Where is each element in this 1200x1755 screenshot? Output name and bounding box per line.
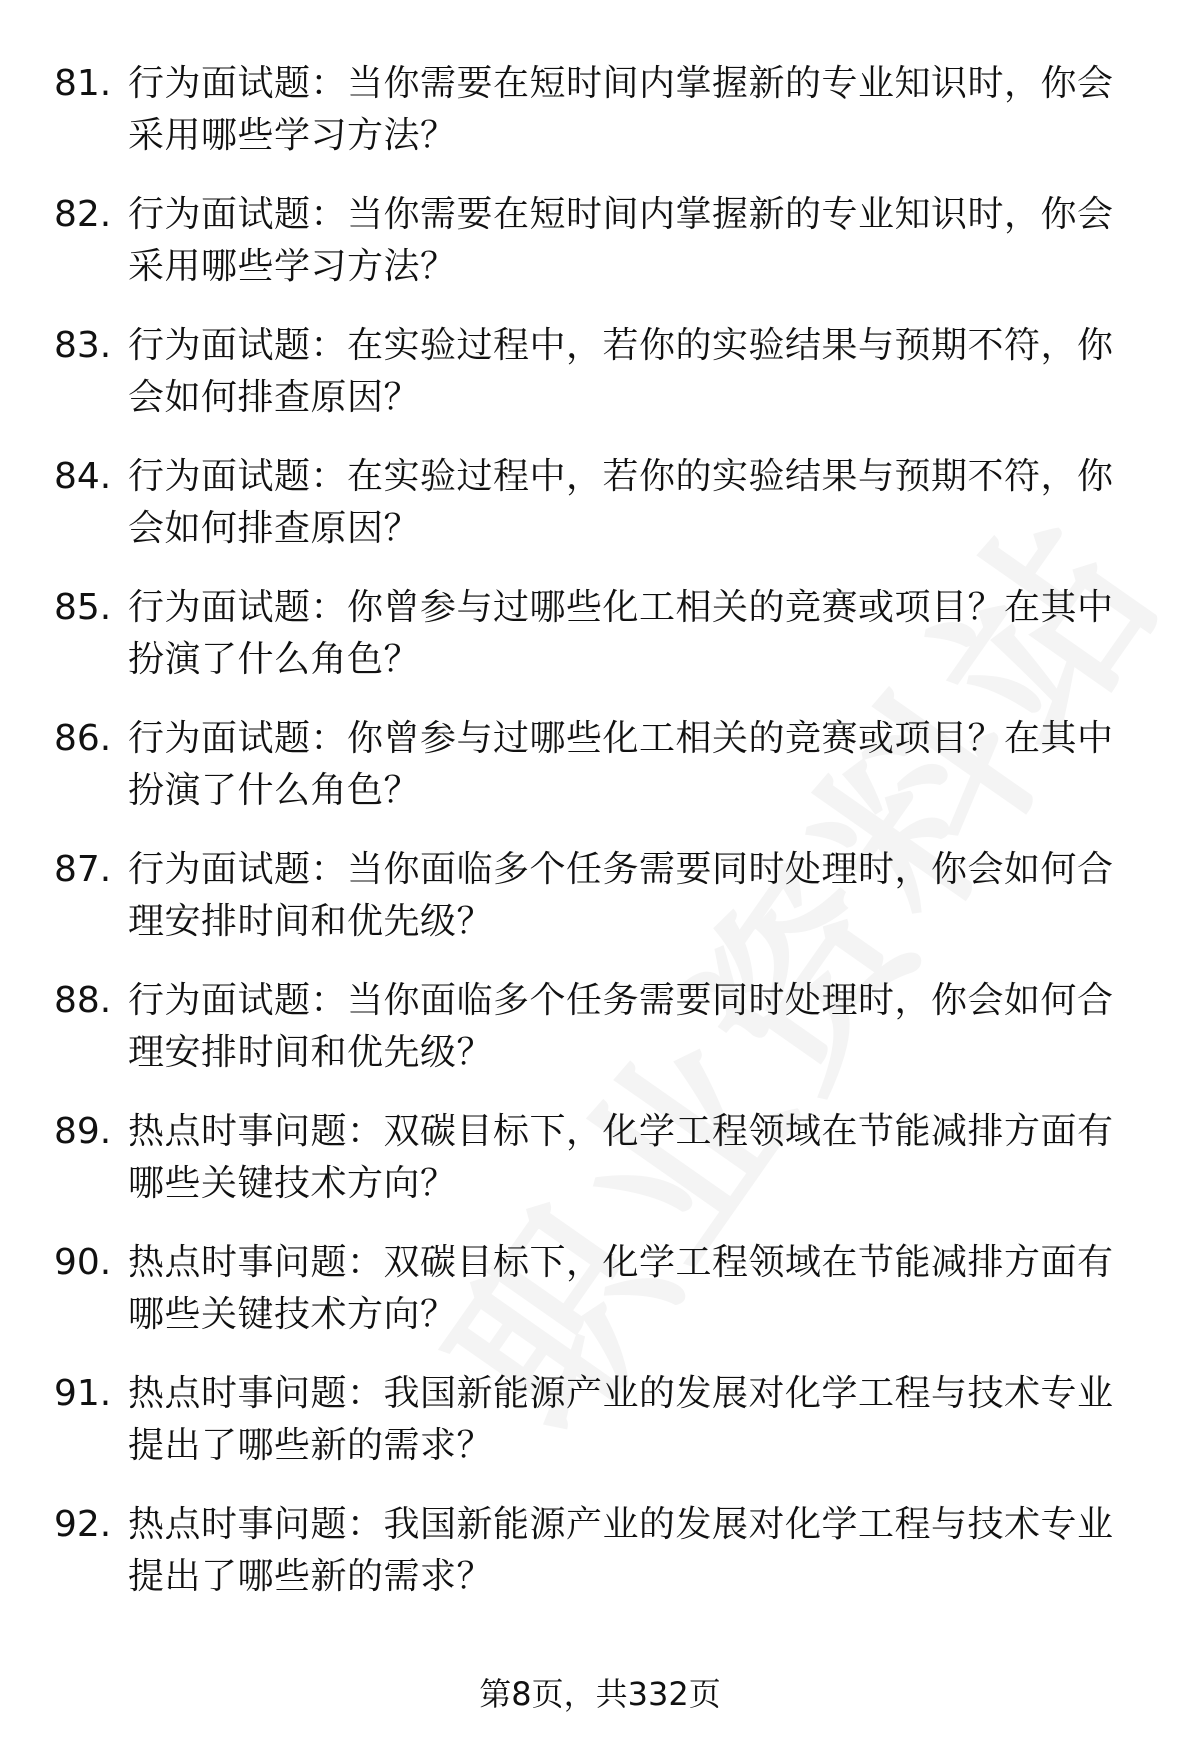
question-number: 87. xyxy=(54,849,112,890)
question-text: 行为面试题：在实验过程中，若你的实验结果与预期不符，你会如何排查原因？ xyxy=(128,325,1114,418)
question-number: 90. xyxy=(54,1242,112,1283)
question-number: 86. xyxy=(54,718,112,759)
question-item xyxy=(54,1237,1144,1368)
question-number: 88. xyxy=(54,980,112,1021)
question-item xyxy=(54,189,1144,320)
question-text: 行为面试题：当你需要在短时间内掌握新的专业知识时，你会采用哪些学习方法？ xyxy=(128,194,1114,287)
question-number: 89. xyxy=(54,1111,112,1152)
page-number-label: 第8页，共332页 xyxy=(479,1675,721,1713)
question-number: 84. xyxy=(54,456,112,497)
question-number: 81. xyxy=(54,63,112,104)
question-number: 91. xyxy=(54,1373,112,1414)
question-text: 行为面试题：当你面临多个任务需要同时处理时，你会如何合理安排时间和优先级？ xyxy=(128,980,1114,1073)
question-item xyxy=(54,451,1144,582)
question-item xyxy=(54,1368,1144,1499)
question-item xyxy=(54,1499,1144,1630)
question-text: 行为面试题：你曾参与过哪些化工相关的竞赛或项目？在其中扮演了什么角色？ xyxy=(128,718,1114,811)
question-item xyxy=(54,713,1144,844)
question-list xyxy=(54,58,1144,1630)
question-number: 85. xyxy=(54,587,112,628)
question-text: 行为面试题：你曾参与过哪些化工相关的竞赛或项目？在其中扮演了什么角色？ xyxy=(128,587,1114,680)
question-text: 行为面试题：在实验过程中，若你的实验结果与预期不符，你会如何排查原因？ xyxy=(128,456,1114,549)
question-number: 92. xyxy=(54,1504,112,1545)
question-item xyxy=(54,844,1144,975)
question-text: 热点时事问题：双碳目标下，化学工程领域在节能减排方面有哪些关键技术方向？ xyxy=(128,1242,1114,1335)
question-text: 行为面试题：当你需要在短时间内掌握新的专业知识时，你会采用哪些学习方法？ xyxy=(128,63,1114,156)
page-footer xyxy=(0,1672,1200,1716)
question-item xyxy=(54,1106,1144,1237)
question-text: 热点时事问题：我国新能源产业的发展对化学工程与技术专业提出了哪些新的需求？ xyxy=(128,1373,1114,1466)
question-item xyxy=(54,58,1144,189)
question-item xyxy=(54,975,1144,1106)
question-number: 82. xyxy=(54,194,112,235)
question-text: 热点时事问题：我国新能源产业的发展对化学工程与技术专业提出了哪些新的需求？ xyxy=(128,1504,1114,1597)
question-item xyxy=(54,582,1144,713)
question-text: 热点时事问题：双碳目标下，化学工程领域在节能减排方面有哪些关键技术方向？ xyxy=(128,1111,1114,1204)
question-item xyxy=(54,320,1144,451)
question-text: 行为面试题：当你面临多个任务需要同时处理时，你会如何合理安排时间和优先级？ xyxy=(128,849,1114,942)
question-number: 83. xyxy=(54,325,112,366)
